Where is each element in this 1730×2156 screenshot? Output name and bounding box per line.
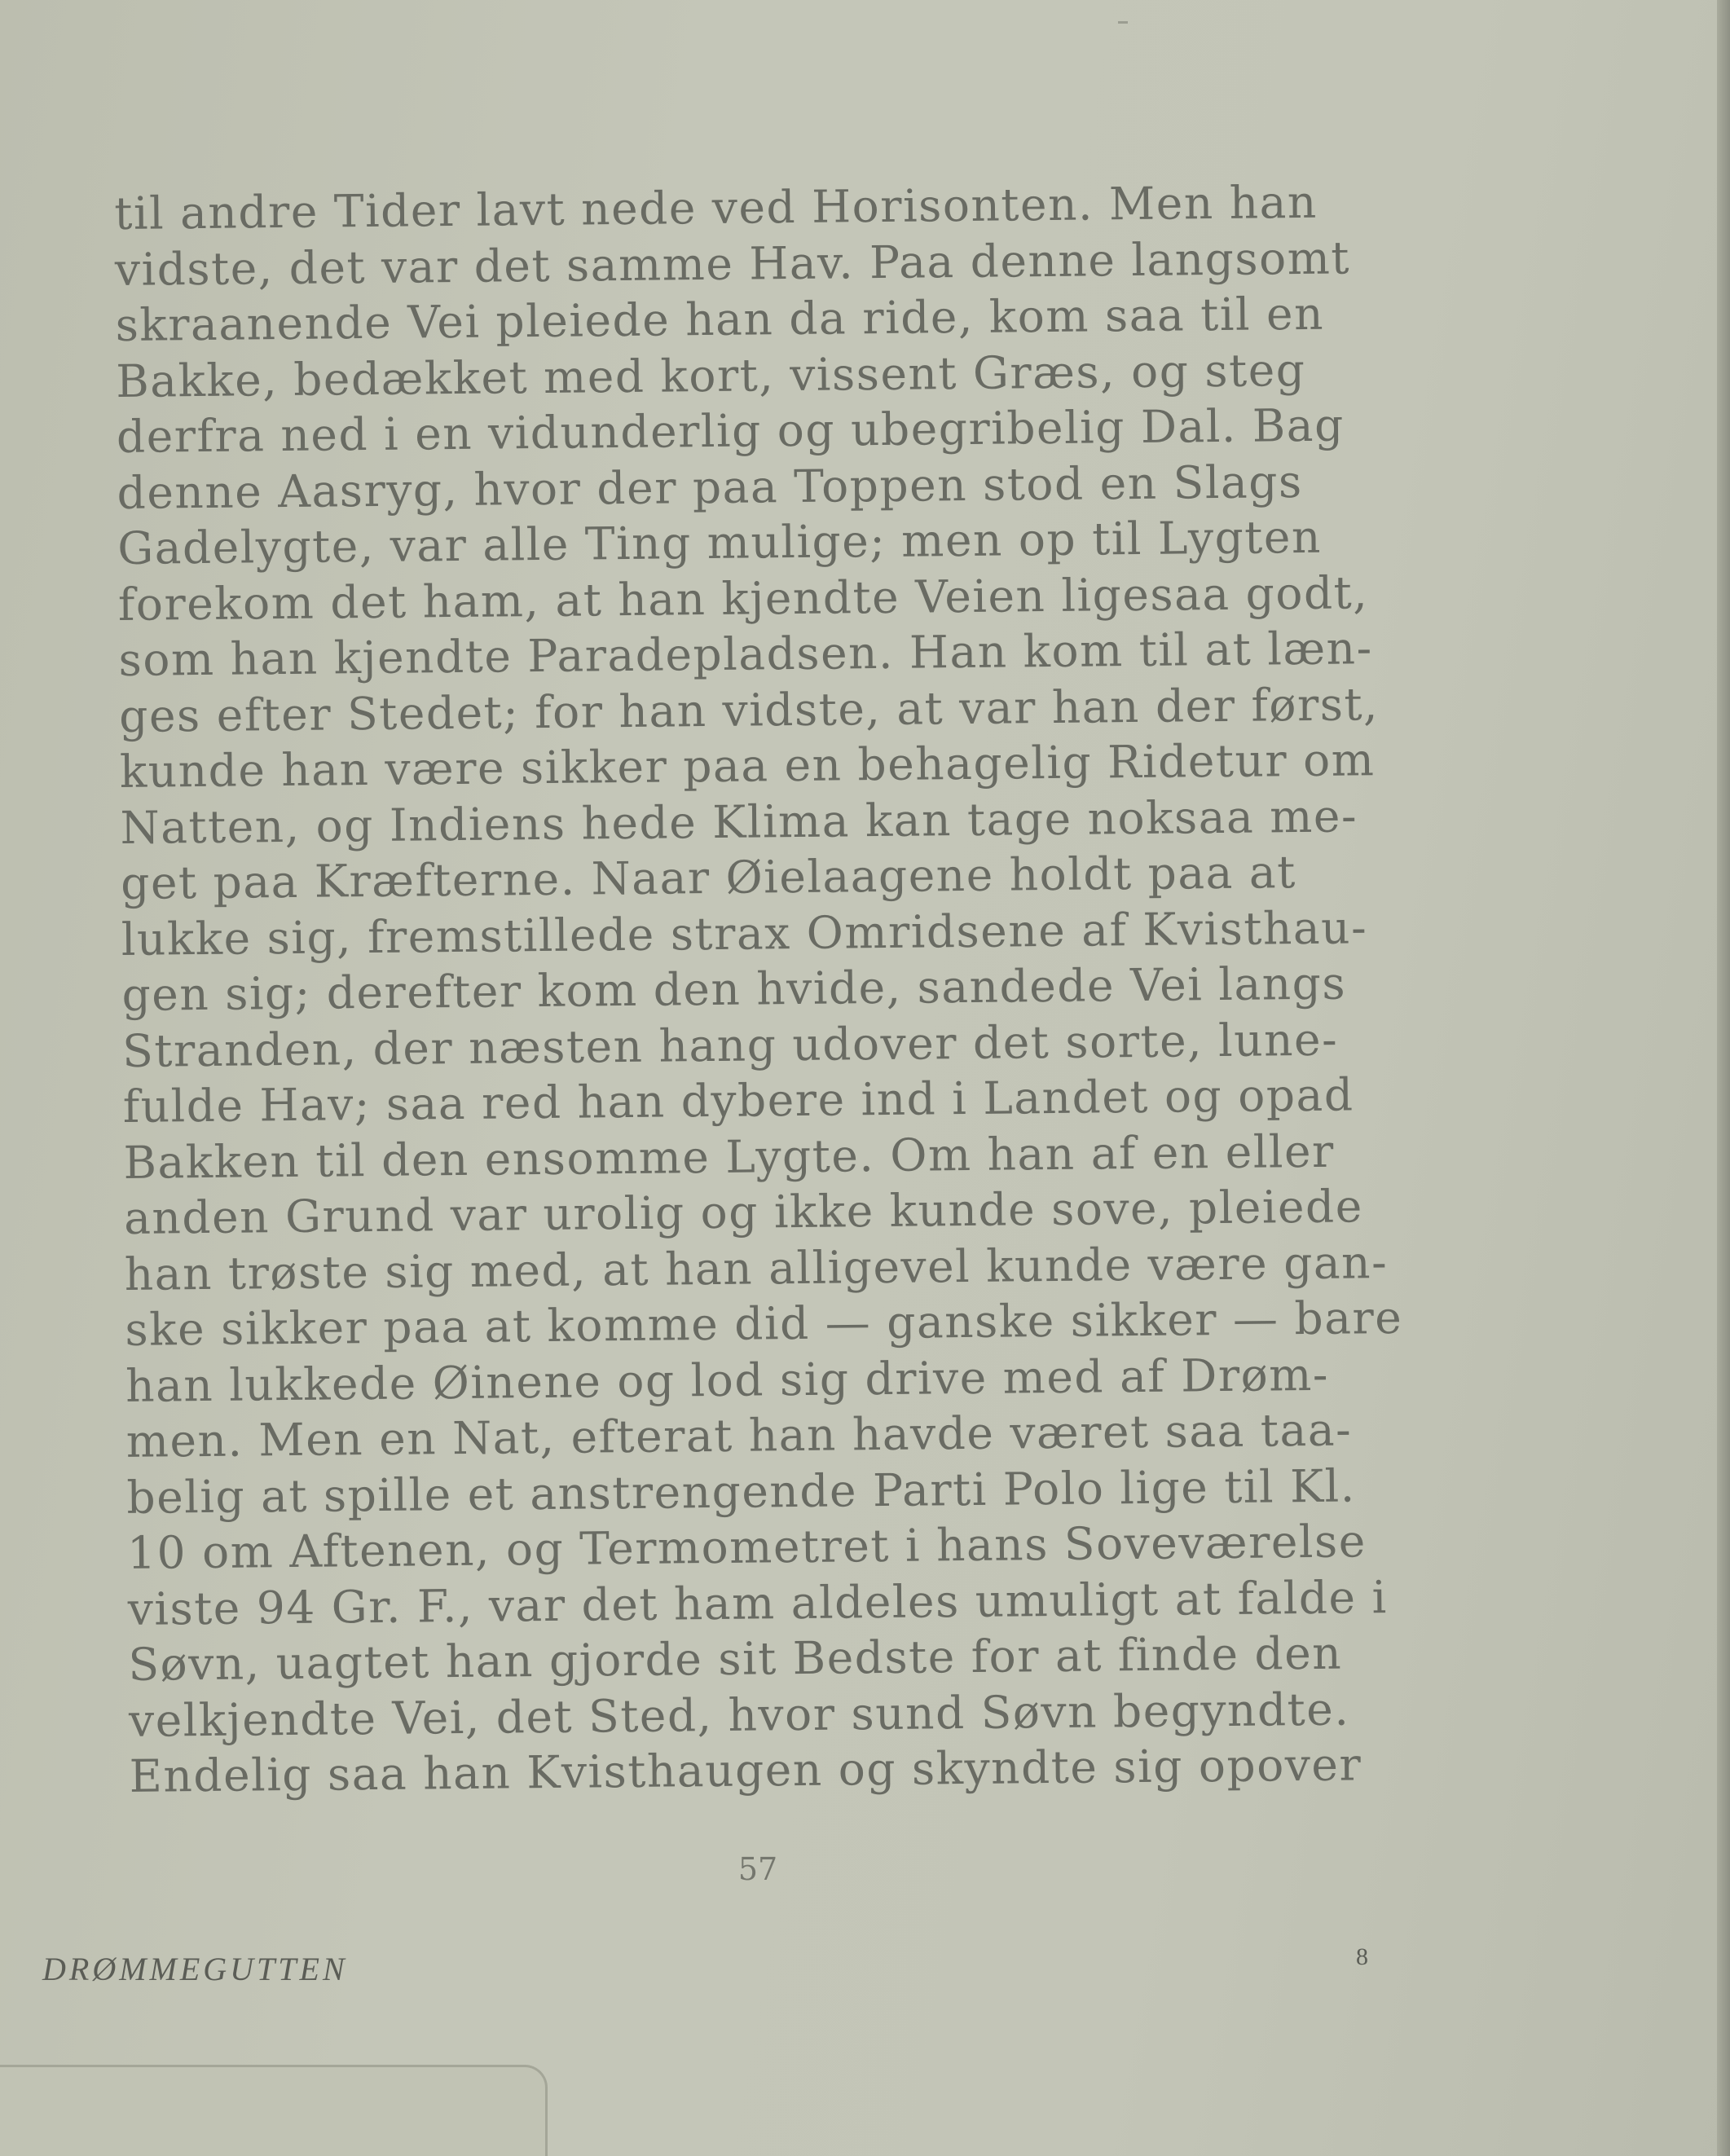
body-text [114,174,1403,1804]
text-line: derfra ned i en vidunderlig og ubegribelig Dal. Bag [116,398,1345,463]
text-line: Gadelygte, var alle Ting mulige; men op til Lygten [117,510,1323,574]
text-line: forekom det ham, at han kjendte Veien ligesaa godt, [117,565,1369,631]
text-line: gen sig; derefter kom den hvide, sandede Vei langs [121,957,1347,1021]
text-line: vidste, det var det samme Hav. Paa denne langsomt [114,231,1351,296]
text-line: Søvn, uagtet han gjorde sit Bedste for at finde den [128,1626,1343,1691]
text-line: Bakken til den ensomme Lygte. Om han af en eller [123,1124,1336,1189]
text-line: Stranden, der næsten hang udover det sorte, lune- [121,1013,1339,1077]
text-line: velkjendte Vei, det Sted, hvor sund Søvn begyndte. [128,1683,1350,1747]
signature-title: DRØMMEGUTTEN [42,1951,348,1987]
page-number: 57 [737,1851,778,1887]
text-line: Bakke, bedækket med kort, vissent Græs, og steg [115,343,1306,407]
text-line: viste 94 Gr. F., var det ham aldeles umuligt at falde i [127,1570,1388,1635]
text-line: ges efter Stedet; for han vidste, at var han der først, [118,677,1380,742]
text-line: belig at spille et anstrengende Parti Polo lige til Kl. [126,1459,1356,1524]
signature-number: 8 [1356,1943,1368,1970]
text-line: fulde Hav; saa red han dybere ind i Landet og opad [122,1068,1354,1133]
text-line: ske sikker paa at komme did — ganske sikker — bare [125,1291,1403,1356]
text-line: men. Men en Nat, efterat han havde været saa taa- [125,1403,1353,1467]
text-line: Natten, og Indiens hede Klima kan tage noksaa me- [120,789,1358,854]
bottom-tab [0,2065,548,2156]
text-line: kunde han være sikker paa en behagelig Ridetur om [119,733,1376,798]
text-line: skraanende Vei pleiede han da ride, kom saa til en [115,287,1325,351]
text-line: til andre Tider lavt nede ved Horisonten. Men han [114,175,1318,240]
text-line: get paa Kræfterne. Naar Øielaagene holdt paa at [120,846,1297,909]
text-line: anden Grund var urolig og ikke kunde sove, pleiede [123,1180,1364,1244]
text-line: 10 om Aftenen, og Termometret i hans Soveværelse [126,1515,1367,1579]
text-line: Endelig saa han Kvisthaugen og skyndte sig opover [129,1738,1362,1802]
page-edge [1717,0,1730,2156]
text-line: han trøste sig med, at han alligevel kunde være gan- [124,1235,1389,1300]
text-line: denne Aasryg, hvor der paa Toppen stod en Slags [117,455,1303,519]
text-line: lukke sig, fremstillede strax Omridsene af Kvisthau- [121,900,1368,966]
text-line: som han kjendte Paradepladsen. Han kom til at læn- [118,622,1373,686]
text-line: han lukkede Øinene og lod sig drive med af Drøm- [125,1348,1330,1412]
top-mark [1118,21,1128,24]
